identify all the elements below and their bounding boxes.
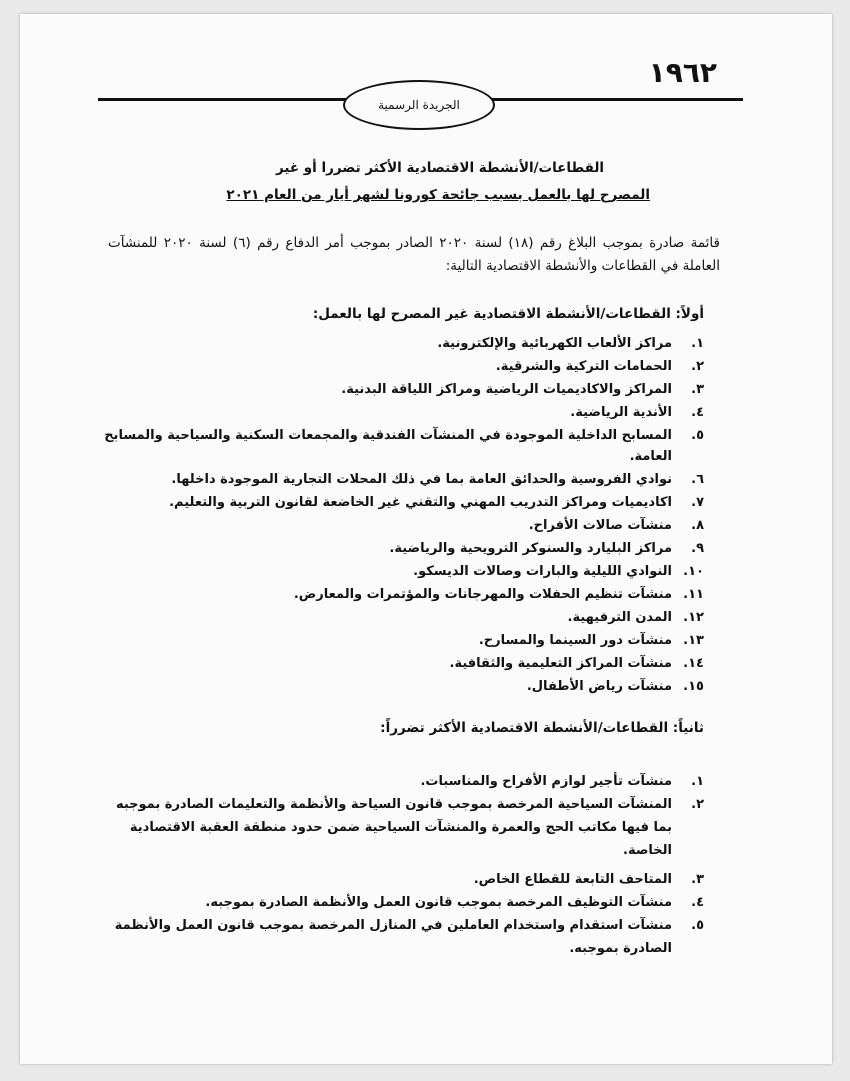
item-text: منشآت صالات الأفراح. — [528, 517, 672, 533]
item-number: ٢. — [691, 797, 704, 812]
gazette-name: الجريدة الرسمية — [378, 98, 460, 112]
item-text: اكاديميات ومراكز التدريب المهني والتقني غير الخاضعة لقانون التربية والتعليم. — [169, 494, 672, 510]
item-number: ٦. — [691, 471, 704, 487]
list-item — [104, 891, 704, 914]
item-number: ١٣. — [683, 632, 704, 648]
item-number: ٢. — [691, 359, 704, 374]
item-number: ٣. — [691, 872, 704, 887]
list-item — [104, 562, 704, 583]
gazette-oval — [343, 80, 495, 130]
item-text: المسابح الداخلية الموجودة في المنشآت الفندقية والمجمعات السكنية والسياحية والمسابح العامة. — [104, 428, 672, 464]
document-page — [20, 14, 832, 1064]
section2-list — [104, 770, 704, 960]
list-item — [104, 677, 704, 698]
item-text: منشآت رياض الأطفال. — [526, 678, 672, 694]
item-number: ١٠. — [683, 563, 704, 579]
item-number: ٧. — [691, 494, 704, 510]
list-item — [104, 868, 704, 891]
item-text: منشآت تأجير لوازم الأفراح والمناسبات. — [420, 774, 672, 789]
item-text: الحمامات التركية والشرقية. — [495, 359, 672, 374]
item-text: مراكز الألعاب الكهربائية والإلكترونية. — [437, 336, 672, 351]
list-item — [104, 793, 704, 862]
item-text: مراكز البليارد والسنوكر الترويحية والرياضية. — [389, 540, 672, 556]
list-item — [104, 654, 704, 675]
item-number: ١٤. — [683, 655, 704, 671]
document-title-line2: المصرح لها بالعمل بسبب جائحة كورونا لشهر أيار من العام ٢٠٢١ — [226, 187, 650, 203]
list-item — [104, 470, 704, 491]
list-item — [104, 539, 704, 560]
list-item — [104, 380, 704, 401]
item-number: ٤. — [691, 895, 704, 910]
list-item — [104, 770, 704, 793]
list-item — [104, 334, 704, 355]
item-text: منشآت التوظيف المرخصة بموجب قانون العمل والأنظمة الصادرة بموجبه. — [205, 895, 672, 910]
list-item — [104, 914, 704, 960]
item-number: ١٢. — [683, 609, 704, 625]
item-number: ٤. — [691, 405, 704, 420]
item-number: ١١. — [683, 586, 704, 602]
section1-list — [104, 334, 704, 700]
item-number: ٥. — [691, 918, 704, 933]
item-text: منشآت المراكز التعليمية والثقافية. — [449, 655, 672, 671]
list-item — [104, 357, 704, 378]
item-number: ١. — [691, 774, 704, 789]
item-number: ٨. — [691, 517, 704, 533]
item-text: منشآت دور السينما والمسارح. — [478, 632, 672, 648]
item-number: ٩. — [691, 540, 704, 556]
item-text: منشآت استقدام واستخدام العاملين في المنازل المرخصة بموجب قانون العمل والأنظمة الصادرة بموجبه. — [114, 918, 672, 956]
section1-heading: أولاً: القطاعات/الأنشطة الاقتصادية غير المصرح لها بالعمل: — [312, 306, 704, 322]
item-text: المراكز والاكاديميات الرياضية ومراكز اللياقة البدنية. — [341, 382, 672, 397]
list-item — [104, 516, 704, 537]
document-title-line1: القطاعات/الأنشطة الاقتصادية الأكثر تضررا أو غير — [275, 160, 605, 176]
item-text: النوادي الليلية والبارات وصالات الديسكو. — [413, 563, 672, 579]
item-number: ١٥. — [683, 678, 704, 694]
page-number: ١٩٦٢ — [648, 56, 717, 89]
list-item — [104, 631, 704, 652]
item-text: المتاحف التابعة للقطاع الخاص. — [473, 872, 672, 887]
item-number: ٣. — [691, 382, 704, 397]
item-number: ٥. — [691, 428, 704, 443]
section2-heading: ثانياً: القطاعات/الأنشطة الاقتصادية الأكثر تضرراً: — [380, 720, 704, 736]
list-item — [104, 493, 704, 514]
list-item — [104, 608, 704, 629]
item-text: المنشآت السياحية المرخصة بموجب قانون السياحة والأنظمة والتعليمات الصادرة بموجبه بما فيها مكاتب الحج والعمرة والمنشآت السياحية ضمن حدود منطقة العقبة الاقتصادية الخاصة. — [115, 797, 672, 858]
list-item — [104, 426, 704, 467]
list-item — [104, 403, 704, 424]
item-text: منشآت تنظيم الحفلات والمهرجانات والمؤتمرات والمعارض. — [293, 586, 672, 602]
item-number: ١. — [691, 336, 704, 351]
item-text: المدن الترفيهية. — [567, 609, 672, 625]
intro-paragraph: قائمة صادرة بموجب البلاغ رقم (١٨) لسنة ٢٠٢٠ الصادر بموجب أمر الدفاع رقم (٦) لسنة ٢٠٢٠ للمنشآت العاملة في القطاعات والأنشطة الاقتصادية التالية: — [108, 235, 720, 274]
item-text: الأندية الرياضية. — [570, 405, 672, 420]
item-text: نوادي الفروسية والحدائق العامة بما في ذلك المحلات التجارية الموجودة داخلها. — [171, 471, 672, 487]
list-item — [104, 585, 704, 606]
